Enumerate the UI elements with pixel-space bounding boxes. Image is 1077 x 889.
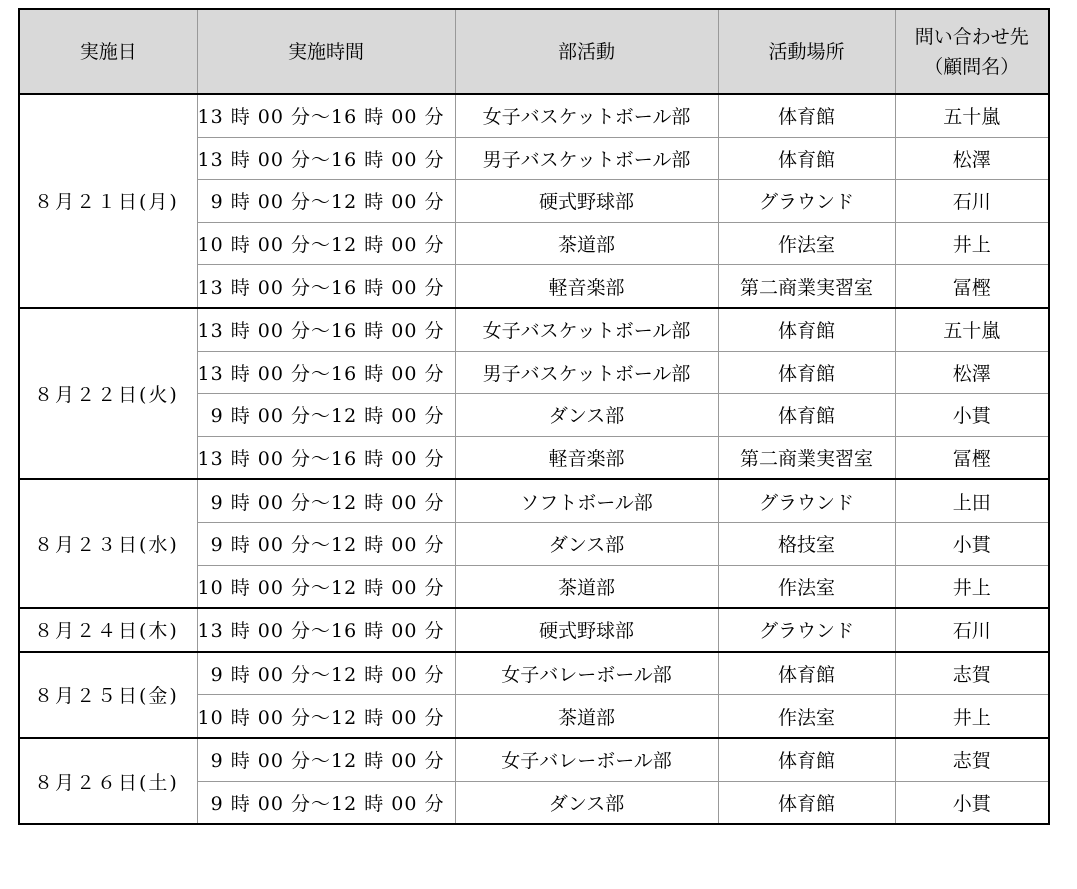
table-header (19, 9, 1049, 94)
cell-time: 9 時 00 分～12 時 00 分 (197, 652, 455, 695)
header-contact (895, 9, 1049, 94)
schedule-table (18, 8, 1050, 825)
cell-time: 10 時 00 分～12 時 00 分 (197, 565, 455, 608)
cell-time: 13 時 00 分～16 時 00 分 (197, 265, 455, 308)
cell-place: 体育館 (718, 738, 895, 781)
table-row (19, 308, 1049, 351)
cell-contact: 冨樫 (895, 265, 1049, 308)
cell-contact: 松澤 (895, 351, 1049, 394)
cell-place: 体育館 (718, 781, 895, 824)
table-row (19, 652, 1049, 695)
cell-time: 9 時 00 分～12 時 00 分 (197, 781, 455, 824)
cell-club: 女子バレーボール部 (455, 738, 718, 781)
cell-contact: 小貫 (895, 394, 1049, 437)
cell-contact: 石川 (895, 608, 1049, 652)
cell-date: ８月２２日(火) (19, 308, 197, 479)
cell-time: 9 時 00 分～12 時 00 分 (197, 522, 455, 565)
cell-place: 体育館 (718, 351, 895, 394)
cell-club: 硬式野球部 (455, 608, 718, 652)
cell-contact: 冨樫 (895, 436, 1049, 479)
cell-time: 13 時 00 分～16 時 00 分 (197, 308, 455, 351)
cell-date: ８月２１日(月) (19, 94, 197, 308)
cell-contact: 井上 (895, 565, 1049, 608)
cell-club: 男子バスケットボール部 (455, 351, 718, 394)
cell-contact: 志賀 (895, 652, 1049, 695)
cell-contact: 志賀 (895, 738, 1049, 781)
cell-contact: 松澤 (895, 137, 1049, 180)
cell-contact: 上田 (895, 479, 1049, 522)
cell-time: 10 時 00 分～12 時 00 分 (197, 222, 455, 265)
cell-place: 体育館 (718, 137, 895, 180)
cell-place: 格技室 (718, 522, 895, 565)
cell-club: 男子バスケットボール部 (455, 137, 718, 180)
cell-club: ダンス部 (455, 781, 718, 824)
cell-club: 茶道部 (455, 222, 718, 265)
header-contact-line2: （顧問名） (924, 55, 1020, 78)
cell-contact: 井上 (895, 695, 1049, 738)
header-club: 部活動 (455, 9, 718, 94)
header-date: 実施日 (19, 9, 197, 94)
cell-club: 硬式野球部 (455, 180, 718, 223)
cell-contact: 石川 (895, 180, 1049, 223)
cell-time: 9 時 00 分～12 時 00 分 (197, 180, 455, 223)
cell-time: 9 時 00 分～12 時 00 分 (197, 394, 455, 437)
cell-contact: 五十嵐 (895, 308, 1049, 351)
header-contact-line1: 問い合わせ先 (914, 25, 1029, 48)
cell-time: 9 時 00 分～12 時 00 分 (197, 479, 455, 522)
cell-time: 13 時 00 分～16 時 00 分 (197, 137, 455, 180)
cell-place: 作法室 (718, 222, 895, 265)
cell-club: 軽音楽部 (455, 436, 718, 479)
cell-time: 10 時 00 分～12 時 00 分 (197, 695, 455, 738)
cell-place: 体育館 (718, 94, 895, 137)
cell-place: グラウンド (718, 479, 895, 522)
cell-place: グラウンド (718, 180, 895, 223)
cell-club: 女子バスケットボール部 (455, 308, 718, 351)
cell-time: 9 時 00 分～12 時 00 分 (197, 738, 455, 781)
cell-club: ダンス部 (455, 522, 718, 565)
cell-place: 第二商業実習室 (718, 265, 895, 308)
cell-club: 女子バレーボール部 (455, 652, 718, 695)
header-row (19, 9, 1049, 94)
cell-place: 作法室 (718, 695, 895, 738)
cell-place: 体育館 (718, 308, 895, 351)
cell-contact: 小貫 (895, 522, 1049, 565)
cell-place: 作法室 (718, 565, 895, 608)
table-row (19, 608, 1049, 652)
cell-contact: 井上 (895, 222, 1049, 265)
cell-time: 13 時 00 分～16 時 00 分 (197, 608, 455, 652)
cell-club: 茶道部 (455, 565, 718, 608)
cell-place: 体育館 (718, 394, 895, 437)
table-row (19, 94, 1049, 137)
cell-club: 女子バスケットボール部 (455, 94, 718, 137)
cell-contact: 五十嵐 (895, 94, 1049, 137)
cell-place: 体育館 (718, 652, 895, 695)
cell-club: 軽音楽部 (455, 265, 718, 308)
header-time: 実施時間 (197, 9, 455, 94)
table-row (19, 479, 1049, 522)
cell-time: 13 時 00 分～16 時 00 分 (197, 94, 455, 137)
cell-place: グラウンド (718, 608, 895, 652)
cell-place: 第二商業実習室 (718, 436, 895, 479)
table-body (19, 94, 1049, 824)
cell-date: ８月２３日(水) (19, 479, 197, 608)
cell-club: ソフトボール部 (455, 479, 718, 522)
cell-club: ダンス部 (455, 394, 718, 437)
table-row (19, 738, 1049, 781)
header-place: 活動場所 (718, 9, 895, 94)
cell-date: ８月２５日(金) (19, 652, 197, 738)
cell-date: ８月２６日(土) (19, 738, 197, 824)
cell-time: 13 時 00 分～16 時 00 分 (197, 351, 455, 394)
cell-date: ８月２４日(木) (19, 608, 197, 652)
cell-time: 13 時 00 分～16 時 00 分 (197, 436, 455, 479)
cell-club: 茶道部 (455, 695, 718, 738)
cell-contact: 小貫 (895, 781, 1049, 824)
